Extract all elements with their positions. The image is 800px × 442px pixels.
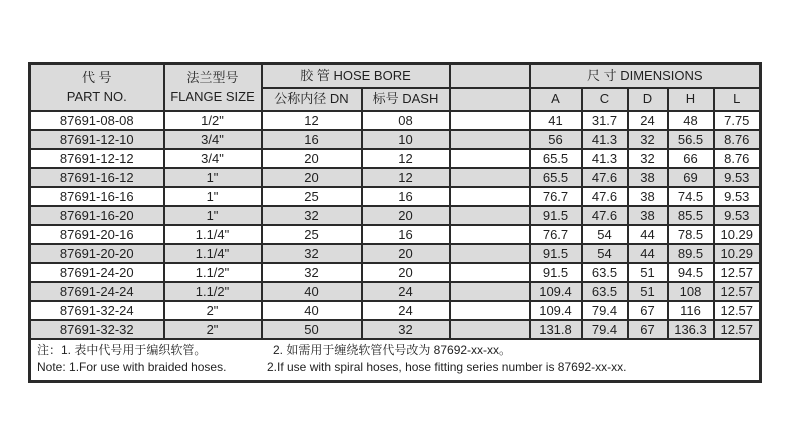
cell-part-no: 87691-16-20 [30, 206, 164, 225]
cell-dash: 12 [362, 168, 450, 187]
cell-spacer [450, 320, 530, 339]
cell-part-no: 87691-16-16 [30, 187, 164, 206]
note-en-part1: Note: 1.For use with braided hoses. [37, 360, 227, 375]
cell-dim-d: 51 [628, 282, 668, 301]
cell-dim-c: 47.6 [582, 206, 628, 225]
cell-dim-h: 48 [668, 111, 714, 130]
cell-dim-h: 89.5 [668, 244, 714, 263]
table-row [30, 320, 761, 339]
cell-dim-l: 12.57 [714, 263, 761, 282]
cell-dash: 12 [362, 149, 450, 168]
cell-dim-d: 44 [628, 225, 668, 244]
cell-dim-d: 24 [628, 111, 668, 130]
cell-dim-a: 76.7 [530, 225, 582, 244]
header-dn: 公称内径 DN [262, 88, 362, 111]
header-hose-bore-group: 胶 管 HOSE BORE [262, 64, 450, 89]
cell-flange-size: 1.1/2" [164, 263, 262, 282]
cell-dn: 40 [262, 282, 362, 301]
cell-dn: 25 [262, 225, 362, 244]
note-cn-part2: 2. 如需用于缠绕软管代号改为 87692-xx-xx。 [273, 343, 512, 357]
cell-dim-l: 10.29 [714, 225, 761, 244]
cell-dim-l: 9.53 [714, 206, 761, 225]
cell-dim-a: 56 [530, 130, 582, 149]
note-line-en [37, 359, 753, 376]
cell-dim-a: 91.5 [530, 244, 582, 263]
cell-dim-d: 38 [628, 206, 668, 225]
cell-dim-h: 116 [668, 301, 714, 320]
table-row [30, 130, 761, 149]
cell-flange-size: 3/4" [164, 130, 262, 149]
table-row [30, 263, 761, 282]
cell-dim-c: 31.7 [582, 111, 628, 130]
header-dash: 标号 DASH [362, 88, 450, 111]
cell-dim-l: 12.57 [714, 282, 761, 301]
cell-dim-c: 54 [582, 244, 628, 263]
cell-flange-size: 1.1/2" [164, 282, 262, 301]
cell-dash: 32 [362, 320, 450, 339]
cell-spacer [450, 263, 530, 282]
cell-spacer [450, 187, 530, 206]
cell-dim-d: 67 [628, 301, 668, 320]
note-cn-part1: 注：1. 表中代号用于编织软管。 [37, 343, 207, 357]
cell-dash: 10 [362, 130, 450, 149]
cell-dim-d: 38 [628, 168, 668, 187]
cell-dn: 20 [262, 168, 362, 187]
cell-flange-size: 2" [164, 301, 262, 320]
notes-cell [30, 339, 761, 381]
cell-dim-l: 10.29 [714, 244, 761, 263]
cell-dim-h: 74.5 [668, 187, 714, 206]
cell-dn: 32 [262, 244, 362, 263]
header-dimensions-group: 尺 寸 DIMENSIONS [530, 64, 761, 89]
cell-dim-d: 51 [628, 263, 668, 282]
cell-dim-l: 8.76 [714, 130, 761, 149]
cell-flange-size: 1/2" [164, 111, 262, 130]
header-dim-h: H [668, 88, 714, 111]
cell-dim-h: 78.5 [668, 225, 714, 244]
cell-dim-l: 12.57 [714, 320, 761, 339]
cell-dash: 24 [362, 282, 450, 301]
cell-dim-d: 38 [628, 187, 668, 206]
header-flange-size [164, 64, 262, 112]
cell-dim-h: 66 [668, 149, 714, 168]
cell-dim-h: 69 [668, 168, 714, 187]
cell-spacer [450, 130, 530, 149]
note-en-part2: 2.If use with spiral hoses, hose fitting series number is 87692-xx-xx. [267, 360, 627, 375]
cell-flange-size: 1" [164, 206, 262, 225]
table-row [30, 244, 761, 263]
cell-part-no: 87691-08-08 [30, 111, 164, 130]
header-dim-l: L [714, 88, 761, 111]
cell-dn: 16 [262, 130, 362, 149]
cell-dn: 40 [262, 301, 362, 320]
cell-dn: 25 [262, 187, 362, 206]
header-part-no [30, 64, 164, 112]
cell-flange-size: 3/4" [164, 149, 262, 168]
cell-dim-l: 7.75 [714, 111, 761, 130]
cell-dash: 20 [362, 244, 450, 263]
cell-spacer [450, 244, 530, 263]
cell-dn: 12 [262, 111, 362, 130]
cell-spacer [450, 225, 530, 244]
table-row [30, 187, 761, 206]
cell-dim-c: 54 [582, 225, 628, 244]
cell-dim-d: 32 [628, 130, 668, 149]
cell-part-no: 87691-12-12 [30, 149, 164, 168]
cell-spacer [450, 111, 530, 130]
header-dim-c: C [582, 88, 628, 111]
cell-dim-c: 41.3 [582, 130, 628, 149]
header-spacer-top [450, 64, 530, 89]
cell-dn: 20 [262, 149, 362, 168]
cell-dim-a: 41 [530, 111, 582, 130]
cell-dim-a: 76.7 [530, 187, 582, 206]
cell-dim-l: 8.76 [714, 149, 761, 168]
cell-flange-size: 2" [164, 320, 262, 339]
notes-row [30, 339, 761, 381]
cell-dim-h: 136.3 [668, 320, 714, 339]
cell-spacer [450, 301, 530, 320]
cell-dn: 32 [262, 206, 362, 225]
cell-spacer [450, 168, 530, 187]
cell-dim-d: 44 [628, 244, 668, 263]
cell-dim-d: 32 [628, 149, 668, 168]
cell-dash: 20 [362, 206, 450, 225]
cell-dim-c: 47.6 [582, 168, 628, 187]
cell-dim-d: 67 [628, 320, 668, 339]
cell-part-no: 87691-20-16 [30, 225, 164, 244]
header-flange-cn: 法兰型号 [186, 69, 239, 85]
cell-dash: 20 [362, 263, 450, 282]
cell-dim-a: 109.4 [530, 301, 582, 320]
table-row [30, 282, 761, 301]
cell-dim-c: 79.4 [582, 320, 628, 339]
cell-dash: 24 [362, 301, 450, 320]
cell-dim-a: 109.4 [530, 282, 582, 301]
header-spacer-bottom [450, 88, 530, 111]
cell-dash: 16 [362, 187, 450, 206]
cell-dn: 50 [262, 320, 362, 339]
cell-dim-c: 47.6 [582, 187, 628, 206]
cell-flange-size: 1.1/4" [164, 244, 262, 263]
cell-flange-size: 1" [164, 187, 262, 206]
hose-fitting-spec-table [28, 62, 762, 383]
cell-dim-a: 131.8 [530, 320, 582, 339]
cell-dim-h: 94.5 [668, 263, 714, 282]
note-line-cn [37, 342, 753, 359]
cell-dim-c: 63.5 [582, 263, 628, 282]
cell-dim-h: 56.5 [668, 130, 714, 149]
table-row [30, 111, 761, 130]
cell-part-no: 87691-20-20 [30, 244, 164, 263]
cell-dim-l: 12.57 [714, 301, 761, 320]
header-part-no-en: PART NO. [66, 88, 127, 104]
cell-spacer [450, 282, 530, 301]
cell-part-no: 87691-12-10 [30, 130, 164, 149]
header-part-no-cn: 代 号 [81, 69, 112, 85]
cell-dim-a: 65.5 [530, 149, 582, 168]
cell-part-no: 87691-16-12 [30, 168, 164, 187]
cell-dim-c: 41.3 [582, 149, 628, 168]
cell-part-no: 87691-24-24 [30, 282, 164, 301]
cell-dim-c: 63.5 [582, 282, 628, 301]
cell-spacer [450, 206, 530, 225]
cell-dash: 16 [362, 225, 450, 244]
cell-dash: 08 [362, 111, 450, 130]
cell-flange-size: 1" [164, 168, 262, 187]
cell-spacer [450, 149, 530, 168]
cell-dim-a: 91.5 [530, 263, 582, 282]
table-row [30, 301, 761, 320]
cell-dim-h: 108 [668, 282, 714, 301]
cell-flange-size: 1.1/4" [164, 225, 262, 244]
header-row-1 [30, 64, 761, 89]
table-row [30, 149, 761, 168]
table-row [30, 206, 761, 225]
cell-dim-h: 85.5 [668, 206, 714, 225]
cell-dn: 32 [262, 263, 362, 282]
table-row [30, 225, 761, 244]
cell-part-no: 87691-24-20 [30, 263, 164, 282]
cell-dim-l: 9.53 [714, 168, 761, 187]
header-dim-a: A [530, 88, 582, 111]
cell-part-no: 87691-32-24 [30, 301, 164, 320]
header-flange-en: FLANGE SIZE [170, 88, 255, 104]
cell-dim-a: 91.5 [530, 206, 582, 225]
cell-dim-c: 79.4 [582, 301, 628, 320]
table-row [30, 168, 761, 187]
cell-part-no: 87691-32-32 [30, 320, 164, 339]
cell-dim-a: 65.5 [530, 168, 582, 187]
cell-dim-l: 9.53 [714, 187, 761, 206]
header-dim-d: D [628, 88, 668, 111]
